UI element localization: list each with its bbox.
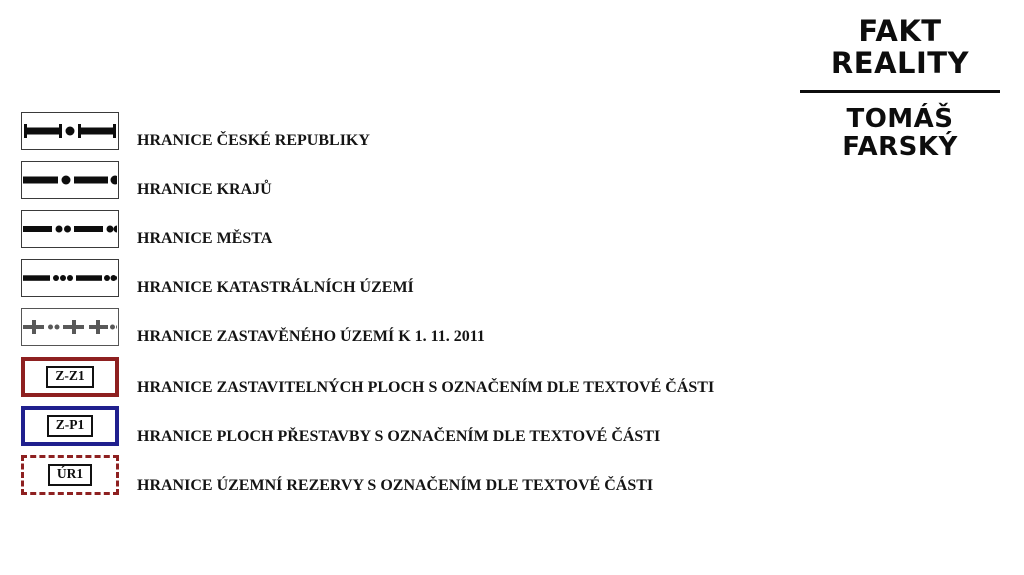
legend-label: HRANICE ÚZEMNÍ REZERVY S OZNAČENÍM DLE TEXTOVÉ ČÁSTI xyxy=(137,477,654,494)
region-border-line-icon xyxy=(23,163,117,197)
territorial-reserve-symbol xyxy=(21,455,119,495)
legend-row xyxy=(21,308,714,346)
state-border-line-icon xyxy=(23,114,117,148)
brand-owner: TOMÁŠ FARSKÝ xyxy=(842,103,958,163)
legend-label: HRANICE ZASTAVITELNÝCH PLOCH S OZNAČENÍM DLE TEXTOVÉ ČÁSTI xyxy=(137,379,715,396)
town-border-line-icon xyxy=(23,212,117,246)
legend-label: HRANICE PLOCH PŘESTAVBY S OZNAČENÍM DLE TEXTOVÉ ČÁSTI xyxy=(137,428,661,445)
region-border-symbol xyxy=(21,161,119,199)
legend-row xyxy=(21,112,714,150)
legend-label: HRANICE MĚSTA xyxy=(137,230,273,247)
legend-row xyxy=(21,357,714,397)
brand-name: FAKT REALITY xyxy=(830,14,970,80)
legend-row xyxy=(21,259,714,297)
state-border-symbol xyxy=(21,112,119,150)
cadastral-border-line-icon xyxy=(23,261,117,295)
legend-label: HRANICE KATASTRÁLNÍCH ÚZEMÍ xyxy=(137,279,414,296)
territorial-reserve-tag: ÚR1 xyxy=(48,464,92,486)
legend-label: HRANICE ČESKÉ REPUBLIKY xyxy=(137,132,370,149)
redevelopment-area-tag: Z-P1 xyxy=(47,415,94,437)
legend-row xyxy=(21,161,714,199)
redevelopment-area-symbol xyxy=(21,406,119,446)
brand-divider xyxy=(800,90,1000,93)
developable-area-tag: Z-Z1 xyxy=(46,366,93,388)
legend-row xyxy=(21,210,714,248)
legend-label: HRANICE ZASTAVĚNÉHO ÚZEMÍ K 1. 11. 2011 xyxy=(137,328,485,345)
town-border-symbol xyxy=(21,210,119,248)
map-legend xyxy=(21,112,714,495)
cadastral-border-symbol xyxy=(21,259,119,297)
legend-label: HRANICE KRAJŮ xyxy=(137,181,272,198)
legend-row xyxy=(21,455,714,495)
built-up-area-border-symbol xyxy=(21,308,119,346)
legend-row xyxy=(21,406,714,446)
brand-block xyxy=(800,16,1000,162)
built-up-area-border-line-icon xyxy=(23,310,117,344)
developable-area-symbol xyxy=(21,357,119,397)
